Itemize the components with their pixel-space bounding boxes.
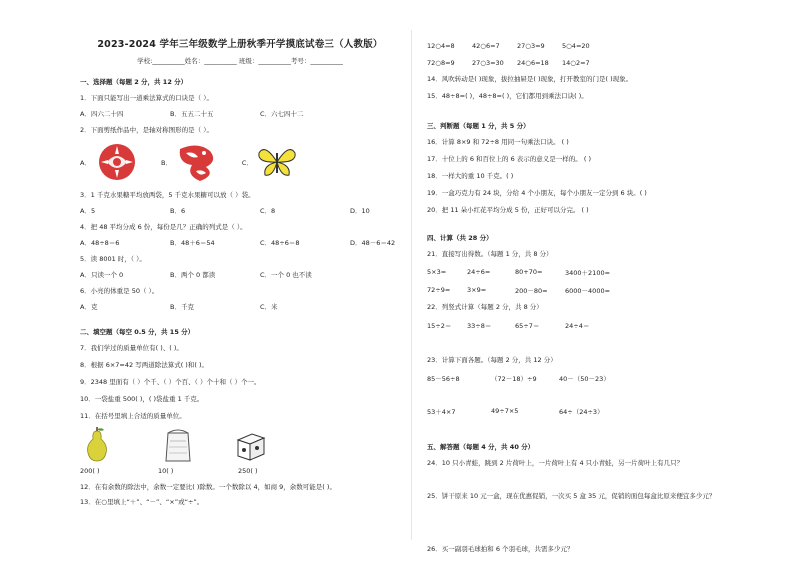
option-a-label: A． bbox=[80, 158, 91, 167]
calc-item: 80+70= bbox=[515, 268, 543, 276]
calc-item: 5×3= bbox=[427, 268, 447, 276]
calc-item: 85－56÷8 bbox=[427, 375, 460, 383]
calc-item: 24÷4＝ bbox=[565, 322, 590, 330]
question-5: 5．读 8001 时，（ ）。 bbox=[80, 255, 146, 263]
calc-item: 49÷7×5 bbox=[491, 407, 519, 415]
calc-item: 6000－4000= bbox=[565, 287, 611, 295]
question-4-options bbox=[80, 238, 400, 247]
calc-item: 3400＋2100= bbox=[565, 269, 611, 277]
option-b-label: B． bbox=[160, 158, 172, 167]
option-a: A．5 bbox=[80, 207, 96, 215]
section-calc-title: 四、计算（共 28 分） bbox=[427, 234, 493, 242]
question-25: 25．饼干原来 10 元一盒，现在优惠促销，一次买 5 盒 35 元，促销的面包每盒比原来便宜多少元？ bbox=[427, 492, 716, 500]
question-15: 15．48÷8=( )，48÷8=( )，它们都用到乘法口诀( )。 bbox=[427, 92, 588, 100]
question-1-options bbox=[80, 109, 400, 118]
right-column bbox=[427, 36, 757, 554]
question-23: 23．计算下面各题。（每题 2 分，共 12 分） bbox=[427, 356, 557, 364]
question-26: 26．买一副羽毛球拍和 6 个羽毛球，共需多少元？ bbox=[427, 545, 574, 553]
option-c: C．8 bbox=[260, 207, 276, 215]
calc-item: 53＋4×7 bbox=[427, 408, 456, 416]
question-9: 9．2348 里面有（ ）个千、（ ）个百、（ ）个十和（ ）个一。 bbox=[80, 378, 261, 386]
question-6: 6．小亮的体重是 50（ ）。 bbox=[80, 287, 159, 295]
calc-item: 3×9= bbox=[467, 286, 487, 294]
column-divider bbox=[411, 30, 412, 540]
milk-carton-fill: 250( ) bbox=[238, 467, 258, 475]
calc-item: 72÷9= bbox=[427, 286, 451, 294]
calc-item: （72－18）÷9 bbox=[491, 375, 537, 383]
option-b: B．48＋6＝54 bbox=[170, 239, 215, 247]
question-14: 14．风吹转动是( )现象，拔拉抽屉是( )现象，打开教室的门是( )现象。 bbox=[427, 75, 633, 83]
question-17: 17．十位上的 6 和百位上的 6 表示的意义是一样的。 ( ) bbox=[427, 155, 592, 163]
operator-item: 24○6=18 bbox=[517, 59, 549, 67]
option-a: A．只读一个 0 bbox=[80, 271, 124, 279]
question-1: 1．下面只能写出一道乘法算式的口诀是（ ）。 bbox=[80, 94, 213, 102]
operator-item: 27○3=9 bbox=[517, 42, 545, 50]
question-4: 4．把 48 平均分成 6 份，每份是几？正确的列式是（ ）。 bbox=[80, 223, 247, 231]
question-21: 21．直接写出得数。（每题 1 分，共 8 分） bbox=[427, 250, 553, 258]
option-c: C．六七四十二 bbox=[260, 110, 304, 118]
question-6-options bbox=[80, 302, 400, 311]
option-a: A．克 bbox=[80, 303, 98, 311]
question-18: 18．一样大的重 10 千克。( ) bbox=[427, 172, 514, 180]
rice-bag-icon bbox=[164, 427, 192, 463]
calc-item: 15÷2＝ bbox=[427, 322, 452, 330]
q23-row-2 bbox=[427, 407, 757, 416]
question-12: 12．在有余数的除法中，余数一定要比( )除数。一个数除以 4，如商 9，余数可能是( )。 bbox=[80, 483, 336, 491]
question-7: 7．我们学过的质量单位有( )、( )。 bbox=[80, 344, 183, 352]
question-2-images bbox=[80, 141, 400, 183]
option-d: D．10 bbox=[350, 207, 370, 215]
operator-item: 42○6=7 bbox=[472, 42, 500, 50]
option-c-label: C． bbox=[241, 158, 253, 167]
section-choice-title: 一、选择题（每题 2 分，共 12 分） bbox=[80, 78, 188, 86]
question-11: 11．在括号里填上合适的质量单位。 bbox=[80, 412, 186, 420]
operator-item: 27○3=30 bbox=[472, 59, 504, 67]
option-a: A．48÷8＝6 bbox=[80, 239, 120, 247]
question-19: 19．一盒巧克力有 24 块，分给 4 个小朋友，每个小朋友一定分到 6 块。( ) bbox=[427, 189, 647, 197]
rice-bag-fill: 10( ) bbox=[158, 467, 174, 475]
q22-row bbox=[427, 321, 757, 330]
option-b: B．千克 bbox=[170, 303, 194, 311]
left-column bbox=[80, 36, 400, 507]
paper-cut-fish-icon bbox=[176, 141, 220, 183]
question-3-options bbox=[80, 206, 400, 215]
option-b: B．两个 0 都读 bbox=[170, 271, 216, 279]
option-c: C．一个 0 也不读 bbox=[260, 271, 312, 279]
operator-item: 12○4=8 bbox=[427, 42, 455, 50]
calc-item: 33÷8＝ bbox=[467, 322, 492, 330]
question-20: 20．把 11 朵小红花平均分成 5 份，正好可以分完。 ( ) bbox=[427, 206, 589, 214]
calc-item: 24÷6= bbox=[467, 268, 491, 276]
question-5-options bbox=[80, 270, 400, 279]
calc-item: 65÷7＝ bbox=[515, 322, 540, 330]
section-solve-title: 五、解答题（每题 4 分，共 40 分） bbox=[427, 443, 535, 451]
q21-row-1 bbox=[427, 268, 757, 277]
question-24: 24．10 只小青蛙，跳到 2 片荷叶上，一片荷叶上有 4 只小青蛙，另一片荷叶上有几只？ bbox=[427, 459, 684, 467]
option-c: C．48÷6＝8 bbox=[260, 239, 300, 247]
operator-item: 72○8=9 bbox=[427, 59, 455, 67]
question-3: 3．1 千克水果糖平均放两袋，5 千克水果糖可以放（ ）袋。 bbox=[80, 191, 255, 199]
pear-icon bbox=[84, 427, 110, 463]
page-title: 2023-2024 学年三年级数学上册秋季开学摸底试卷三（人教版） bbox=[97, 39, 383, 50]
section-fill-title: 二、填空题（每空 0.5 分，共 15 分） bbox=[80, 328, 195, 336]
calc-item: 64÷（24÷3） bbox=[559, 408, 604, 416]
question-16: 16．计算 8×9 和 72÷8 用同一句乘法口诀。 ( ) bbox=[427, 138, 569, 146]
q21-row-2 bbox=[427, 286, 757, 295]
butterfly-icon bbox=[257, 145, 297, 179]
option-c: C．米 bbox=[260, 303, 278, 311]
milk-carton-icon bbox=[234, 428, 268, 462]
question-13: 13．在○里填上“＋”、“－”、“×”或“÷”。 bbox=[80, 498, 204, 506]
question-11-images bbox=[80, 425, 400, 465]
operator-row-2 bbox=[427, 59, 757, 67]
operator-item: 14○2=7 bbox=[562, 59, 590, 67]
question-22: 22．列竖式计算（每题 2 分，共 8 分） bbox=[427, 303, 543, 311]
question-8: 8．根据 6×7=42 写两道除法算式( )和( )。 bbox=[80, 361, 208, 369]
calc-item: 40－（50－23） bbox=[559, 375, 610, 383]
operator-row-1 bbox=[427, 42, 757, 50]
question-2: 2．下面剪纸作品中，是轴对称图形的是（ ）。 bbox=[80, 126, 213, 134]
option-d: D．48－6＝42 bbox=[350, 239, 396, 247]
option-b: B．6 bbox=[170, 207, 186, 215]
question-11-fills bbox=[80, 467, 400, 475]
q23-row-1 bbox=[427, 374, 757, 383]
section-judge-title: 三、判断题（每题 1 分，共 5 分） bbox=[427, 122, 530, 130]
option-a: A．四六二十四 bbox=[80, 110, 124, 118]
calc-item: 200－80= bbox=[515, 287, 548, 295]
paper-cut-flower-icon bbox=[95, 142, 139, 182]
student-info-line: 学校:__________姓名：__________ 班级：__________考号：__________ bbox=[137, 57, 343, 65]
operator-item: 5○4=20 bbox=[562, 42, 590, 50]
pear-fill: 200( ) bbox=[80, 467, 100, 475]
question-10: 10．一袋盐重 500( )，( )袋盐重 1 千克。 bbox=[80, 395, 204, 403]
option-b: B．五五二十五 bbox=[170, 110, 214, 118]
